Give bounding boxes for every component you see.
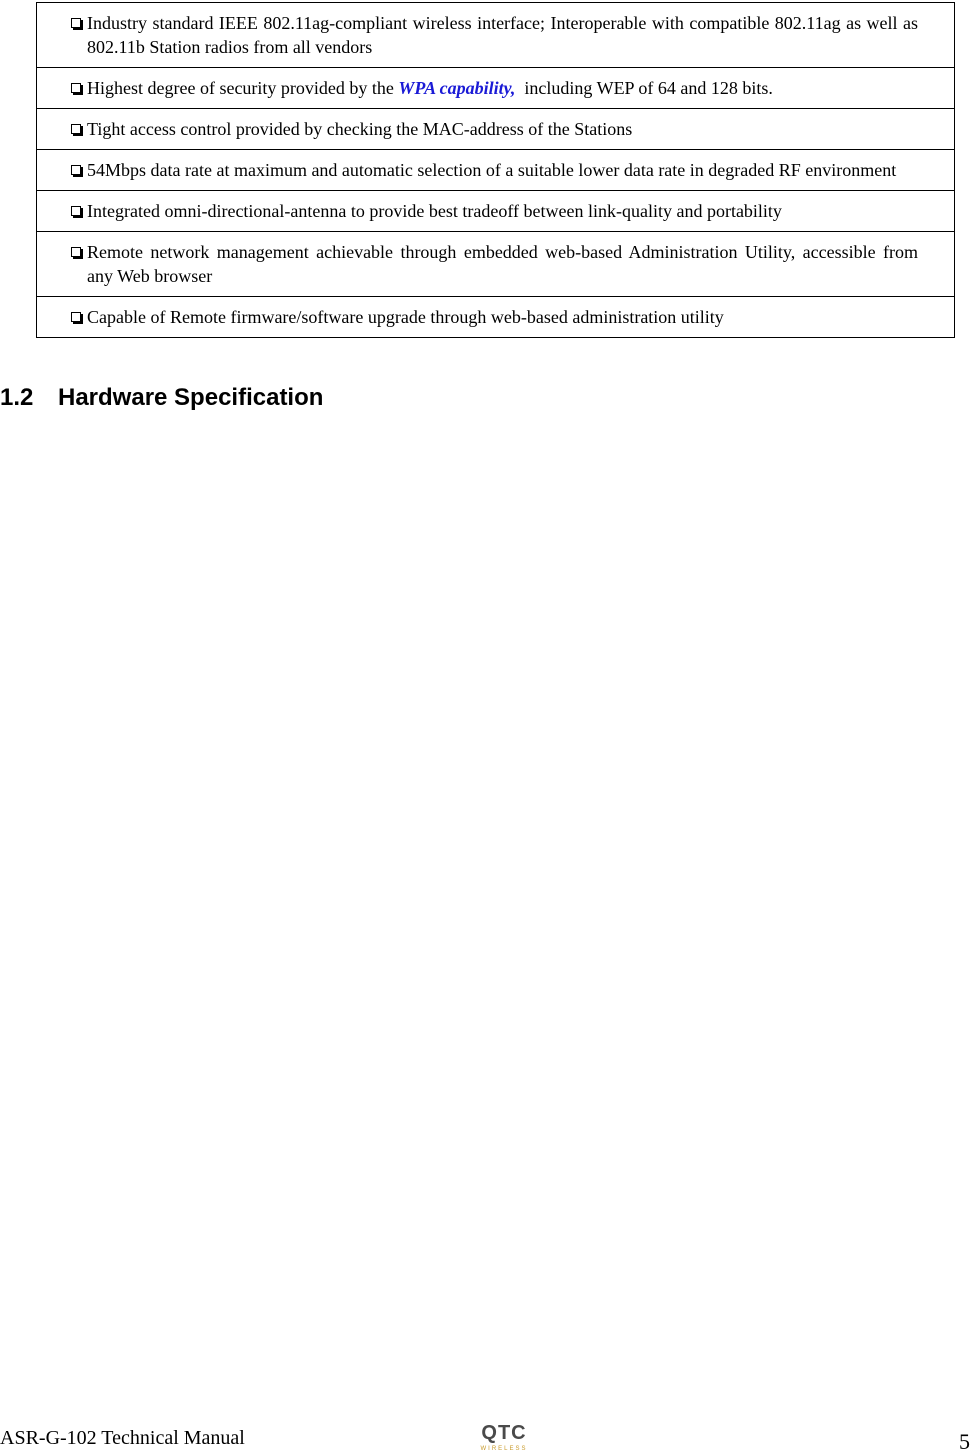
table-cell (37, 68, 955, 109)
checkbox-bullet-icon (71, 83, 81, 93)
table-cell (37, 150, 955, 191)
table-cell (37, 191, 955, 232)
section-heading (0, 382, 323, 414)
feature-text: Tight access control provided by checking the MAC-address of the Stations (87, 119, 633, 139)
logo-subtext: WIRELESS (480, 1446, 528, 1452)
feature-text (87, 76, 918, 100)
table-row (37, 297, 955, 338)
checkbox-bullet-icon (71, 124, 81, 134)
feature-text: Remote network management achievable through embedded web-based Administration Utility, accessible from any Web browser (87, 242, 918, 286)
feature-text-after: including WEP of 64 and 128 bits. (515, 78, 773, 98)
logo-text: QTC (481, 1422, 527, 1444)
feature-text: 54Mbps data rate at maximum and automatic selection of a suitable lower data rate in degraded RF environment (87, 160, 897, 180)
checkbox-bullet-icon (71, 18, 81, 28)
feature-text-before: Highest degree of security provided by the (87, 78, 399, 98)
table-cell (37, 3, 955, 68)
checkbox-bullet-icon (71, 247, 81, 257)
wpa-capability-link[interactable]: WPA capability, (398, 78, 516, 98)
table-row (37, 68, 955, 109)
table-row (37, 232, 955, 297)
checkbox-bullet-icon (71, 165, 81, 175)
feature-text: Integrated omni-directional-antenna to provide best tradeoff between link-quality and portability (87, 201, 782, 221)
footer-manual-title: ASR-G-102 Technical Manual (0, 1427, 245, 1449)
table-cell (37, 109, 955, 150)
feature-text: Industry standard IEEE 802.11ag-compliant wireless interface; Interoperable with compatible 802.11ag as well as 802.11b Station radios from all vendors (87, 13, 918, 57)
section-title: Hardware Specification (58, 384, 324, 411)
feature-table (36, 2, 955, 338)
checkbox-bullet-icon (71, 312, 81, 322)
table-cell (37, 297, 955, 338)
table-cell (37, 232, 955, 297)
table-row (37, 191, 955, 232)
table-row (37, 150, 955, 191)
table-row (37, 109, 955, 150)
page-number: 5 (959, 1429, 970, 1454)
qtc-wireless-logo (474, 1419, 534, 1453)
checkbox-bullet-icon (71, 206, 81, 216)
feature-text: Capable of Remote firmware/software upgrade through web-based administration utility (87, 307, 724, 327)
section-number: 1.2 (0, 384, 34, 411)
table-row (37, 3, 955, 68)
